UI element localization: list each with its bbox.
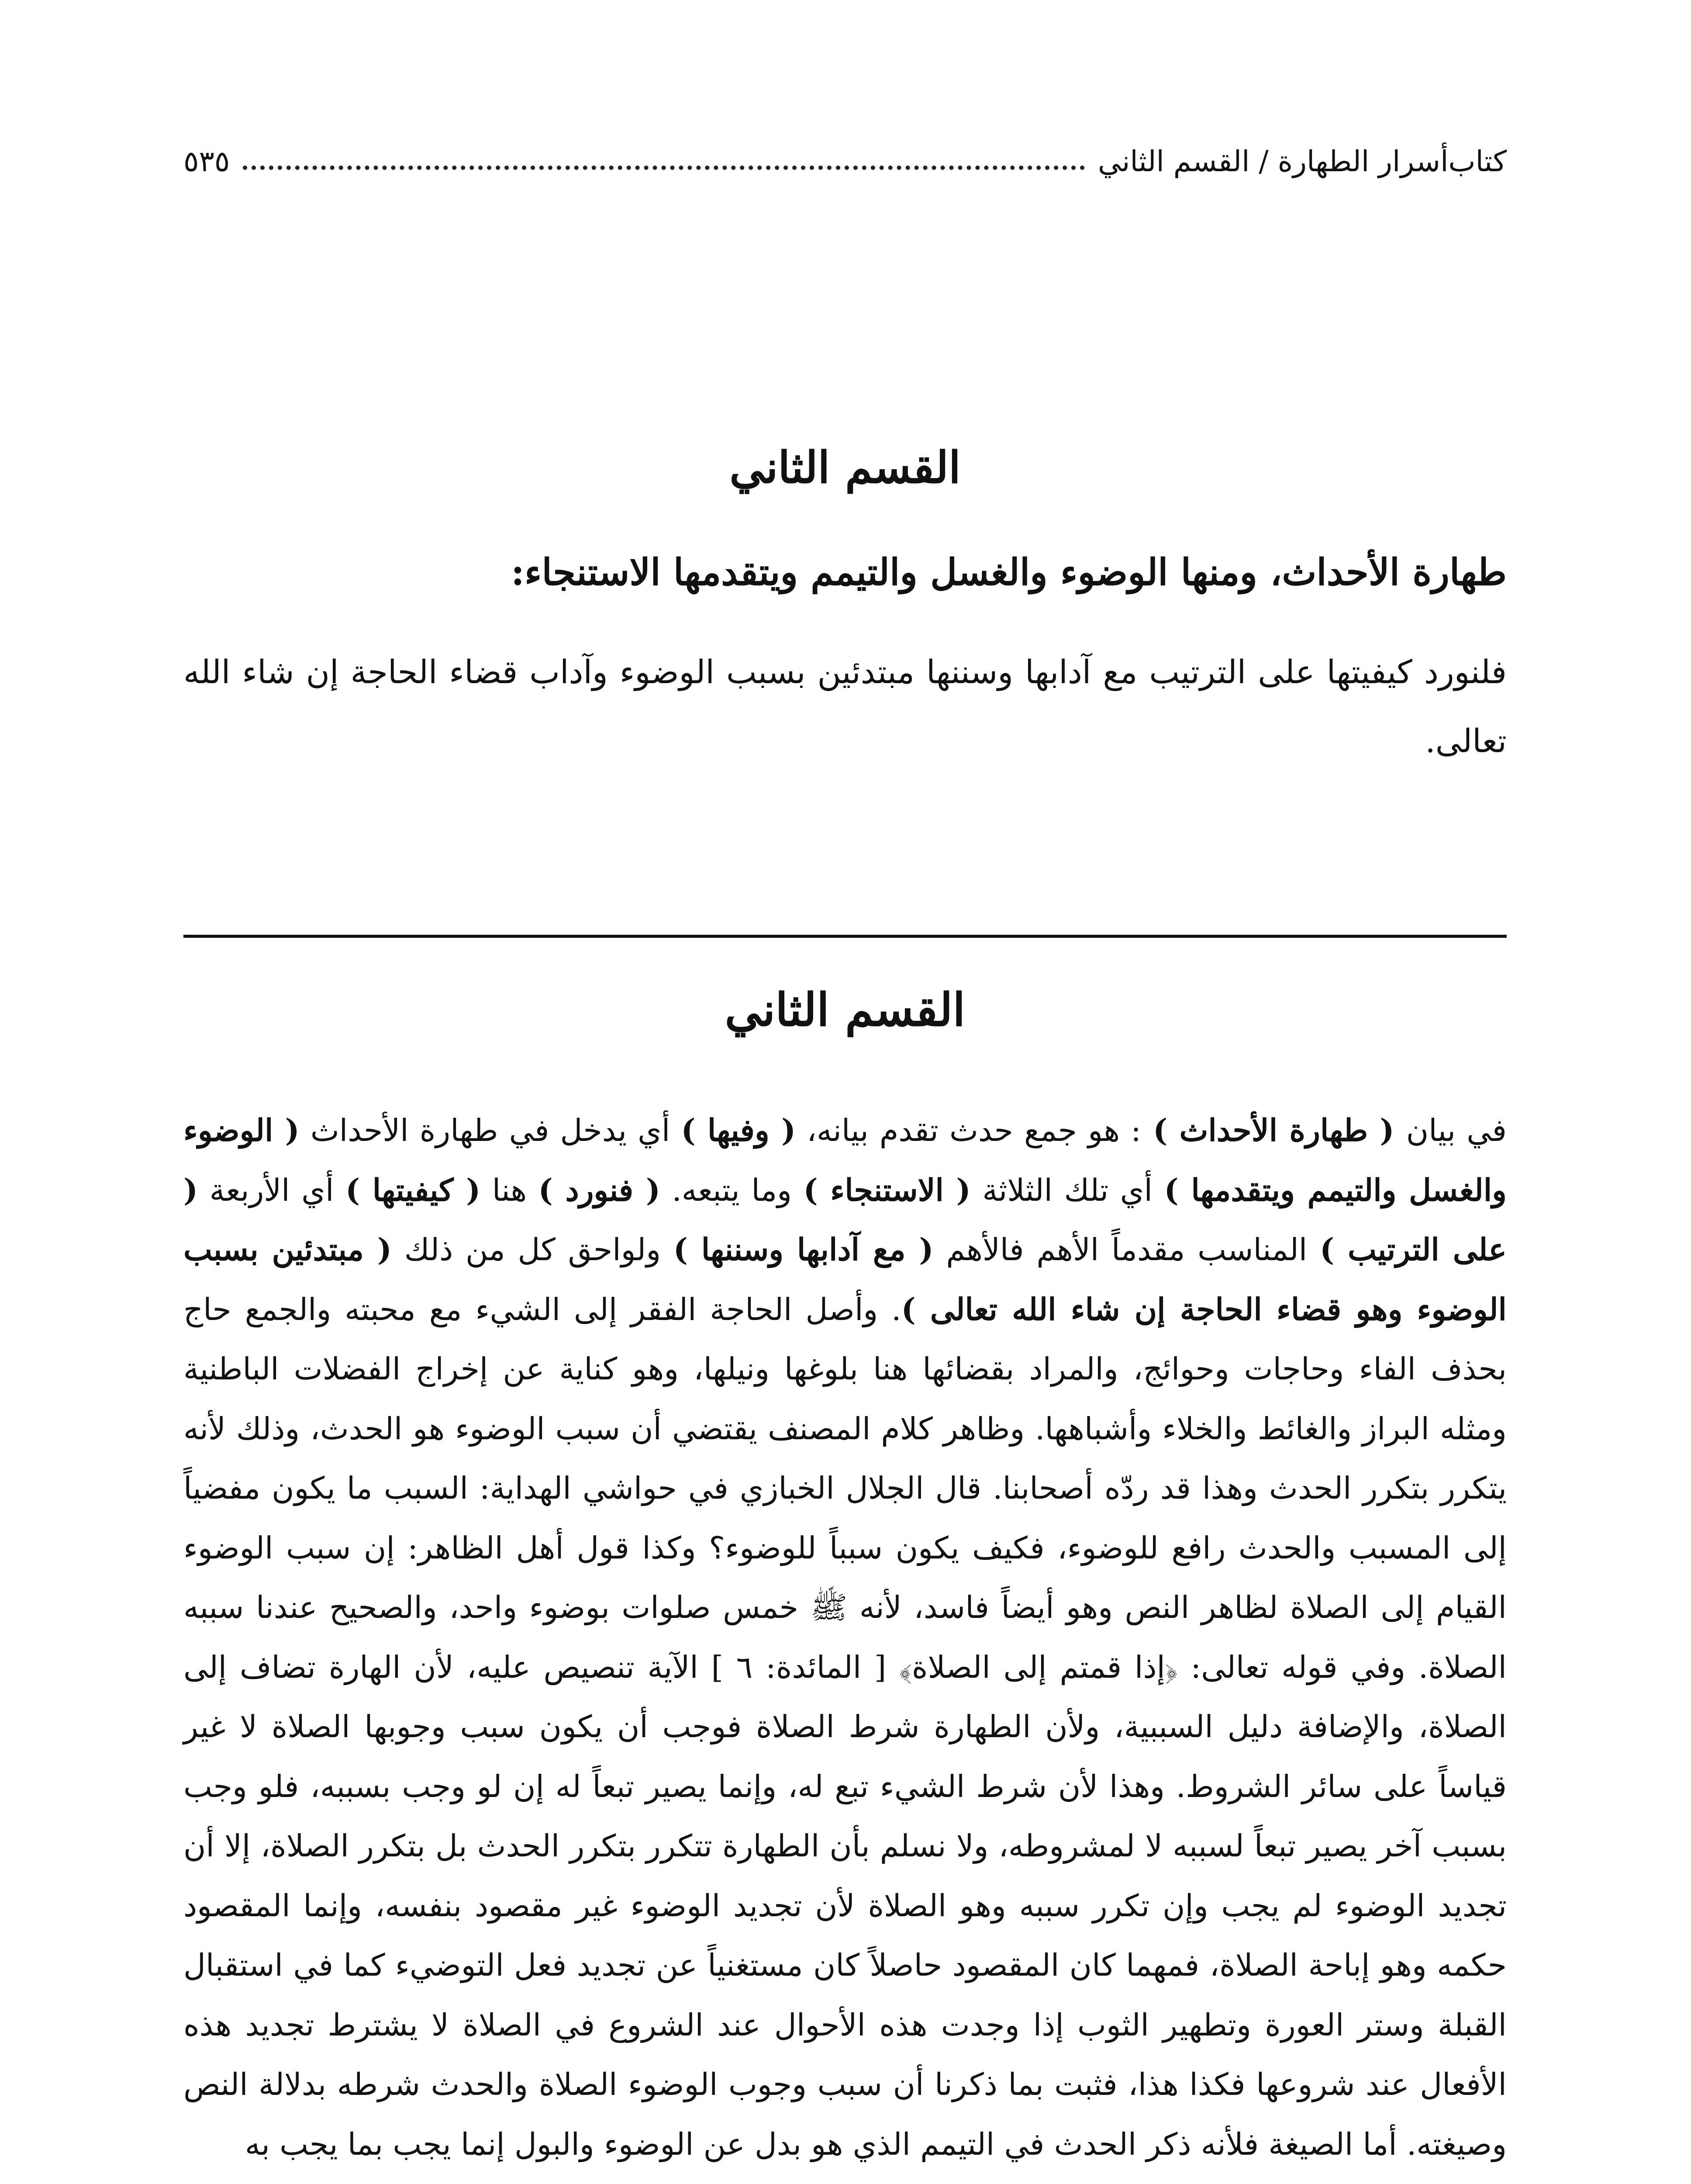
page-number: ٥٣٥	[183, 145, 230, 178]
section-divider	[183, 935, 1507, 938]
quoted-matn: ( طهارة الأحداث )	[1141, 1112, 1406, 1148]
running-head	[183, 131, 1507, 192]
commentary-text: المناسب مقدماً الأهم فالأهم	[933, 1232, 1320, 1268]
quoted-matn: ( وفيها )	[681, 1112, 796, 1148]
book-page	[183, 131, 1507, 2184]
commentary-paragraph	[183, 1101, 1507, 2174]
quoted-matn: ( مع آدابها وسننها )	[673, 1231, 934, 1268]
commentary-text: وما يتبعه.	[660, 1172, 804, 1208]
commentary-text: : هو جمع حدث تقدم بيانه،	[796, 1113, 1141, 1148]
commentary-text: ولواحق كل من ذلك	[392, 1232, 673, 1268]
commentary-text: . وأصل الحاجة الفقر إلى الشيء مع محبته والجمع حاج بحذف الفاء وحاجات وحوائج، والمراد بقضائها هنا بلوغها ونيلها، وهو كناية عن إخراج الفضلات الباطنية ومثله البراز والغائط والخلاء وأشباهها. وظاهر كلام المصنف يقتضي أن سبب الوضوء هو الحدث، وذلك لأنه يتكرر بتكرر الحدث وهذا قد ردّه أصحابنا. قال الجلال الخبازي في حواشي الهداية: السبب ما يكون مفضياً إلى المسبب والحدث رافع للوضوء، فكيف يكون سبباً للوضوء؟ وكذا قول أهل الظاهر: إن سبب الوضوء القيام إلى الصلاة لظاهر النص وهو أيضاً فاسد، لأنه ﷺ خمس صلوات بوضوء واحد، والصحيح عندنا سببه الصلاة. وفي قوله تعالى: ﴿إذا قمتم إلى الصلاة﴾ [ المائدة: ٦ ] الآية تنصيص عليه، لأن الهارة تضاف إلى الصلاة، والإضافة دليل السببية، ولأن الطهارة شرط الصلاة فوجب أن يكون سبب وجوبها الصلاة لا غير قياساً على سائر الشروط. وهذا لأن شرط الشيء تبع له، وإنما يصير تبعاً له إن لو وجب بسببه، فلو وجب بسبب آخر يصير تبعاً لسببه لا لمشروطه، ولا نسلم بأن الطهارة تتكرر بتكرر الحدث بل بتكرر الصلاة، إلا أن تجديد الوضوء لم يجب وإن تكرر سببه وهو الصلاة لأن تجديد الوضوء غير مقصود بنفسه، وإنما المقصود حكمه وهو إباحة الصلاة، فمهما كان المقصود حاصلاً كان مستغنياً عن تجديد فعل التوضيء كما في استقبال القبلة وستر العورة وتطهير الثوب إذا وجدت هذه الأحوال عند الشروع في الصلاة لا يشترط تجديد هذه الأفعال عند شروعها فكذا هذا، فثبت بما ذكرنا أن سبب وجوب الوضوء الصلاة والحدث شرطه بدلالة النص وصيغته. أما الصيغة فلأنه ذكر الحدث في التيمم الذي هو بدل عن الوضوء والبول إنما يجب بما يجب به	[183, 1291, 1507, 2162]
quoted-matn: ( فنورد )	[538, 1171, 660, 1208]
commentary-text: في بيان	[1406, 1113, 1507, 1148]
matn-intro-paragraph: فلنورد كيفيتها على الترتيب مع آدابها وسننها مبتدئين بسبب الوضوء وآداب قضاء الحاجة إن شاء الله تعالى.	[183, 653, 1507, 760]
quoted-matn: ( الاستنجاء )	[803, 1171, 971, 1208]
matn-section-heading: القسم الثاني	[729, 442, 961, 493]
quoted-matn: ( كيفيتها )	[345, 1171, 481, 1208]
quoted-matn: ( مبتدئين بسبب الوضوء وهو قضاء الحاجة إن شاء الله تعالى )	[183, 1231, 1507, 1327]
commentary-text: أي الأربعة	[198, 1172, 345, 1208]
quoted-matn: ( الوضوء والغسل والتيمم ويتقدمها )	[183, 1112, 1507, 1208]
quoted-matn: ( على الترتيب )	[183, 1171, 1507, 1268]
running-head-title: كتاب‌أسرار الطهارة / القسم الثاني	[1097, 145, 1507, 178]
matn-subheading: طهارة الأحداث، ومنها الوضوء والغسل والتيمم ويتقدمها الاستنجاء:	[511, 550, 1507, 594]
commentary-text: هنا	[480, 1172, 538, 1208]
commentary-text: أي تلك الثلاثة	[970, 1172, 1164, 1208]
commentary-text: أي يدخل في طهارة الأحداث	[299, 1113, 681, 1148]
leader-dots	[243, 166, 1085, 170]
commentary-section-heading: القسم الثاني	[725, 983, 966, 1037]
